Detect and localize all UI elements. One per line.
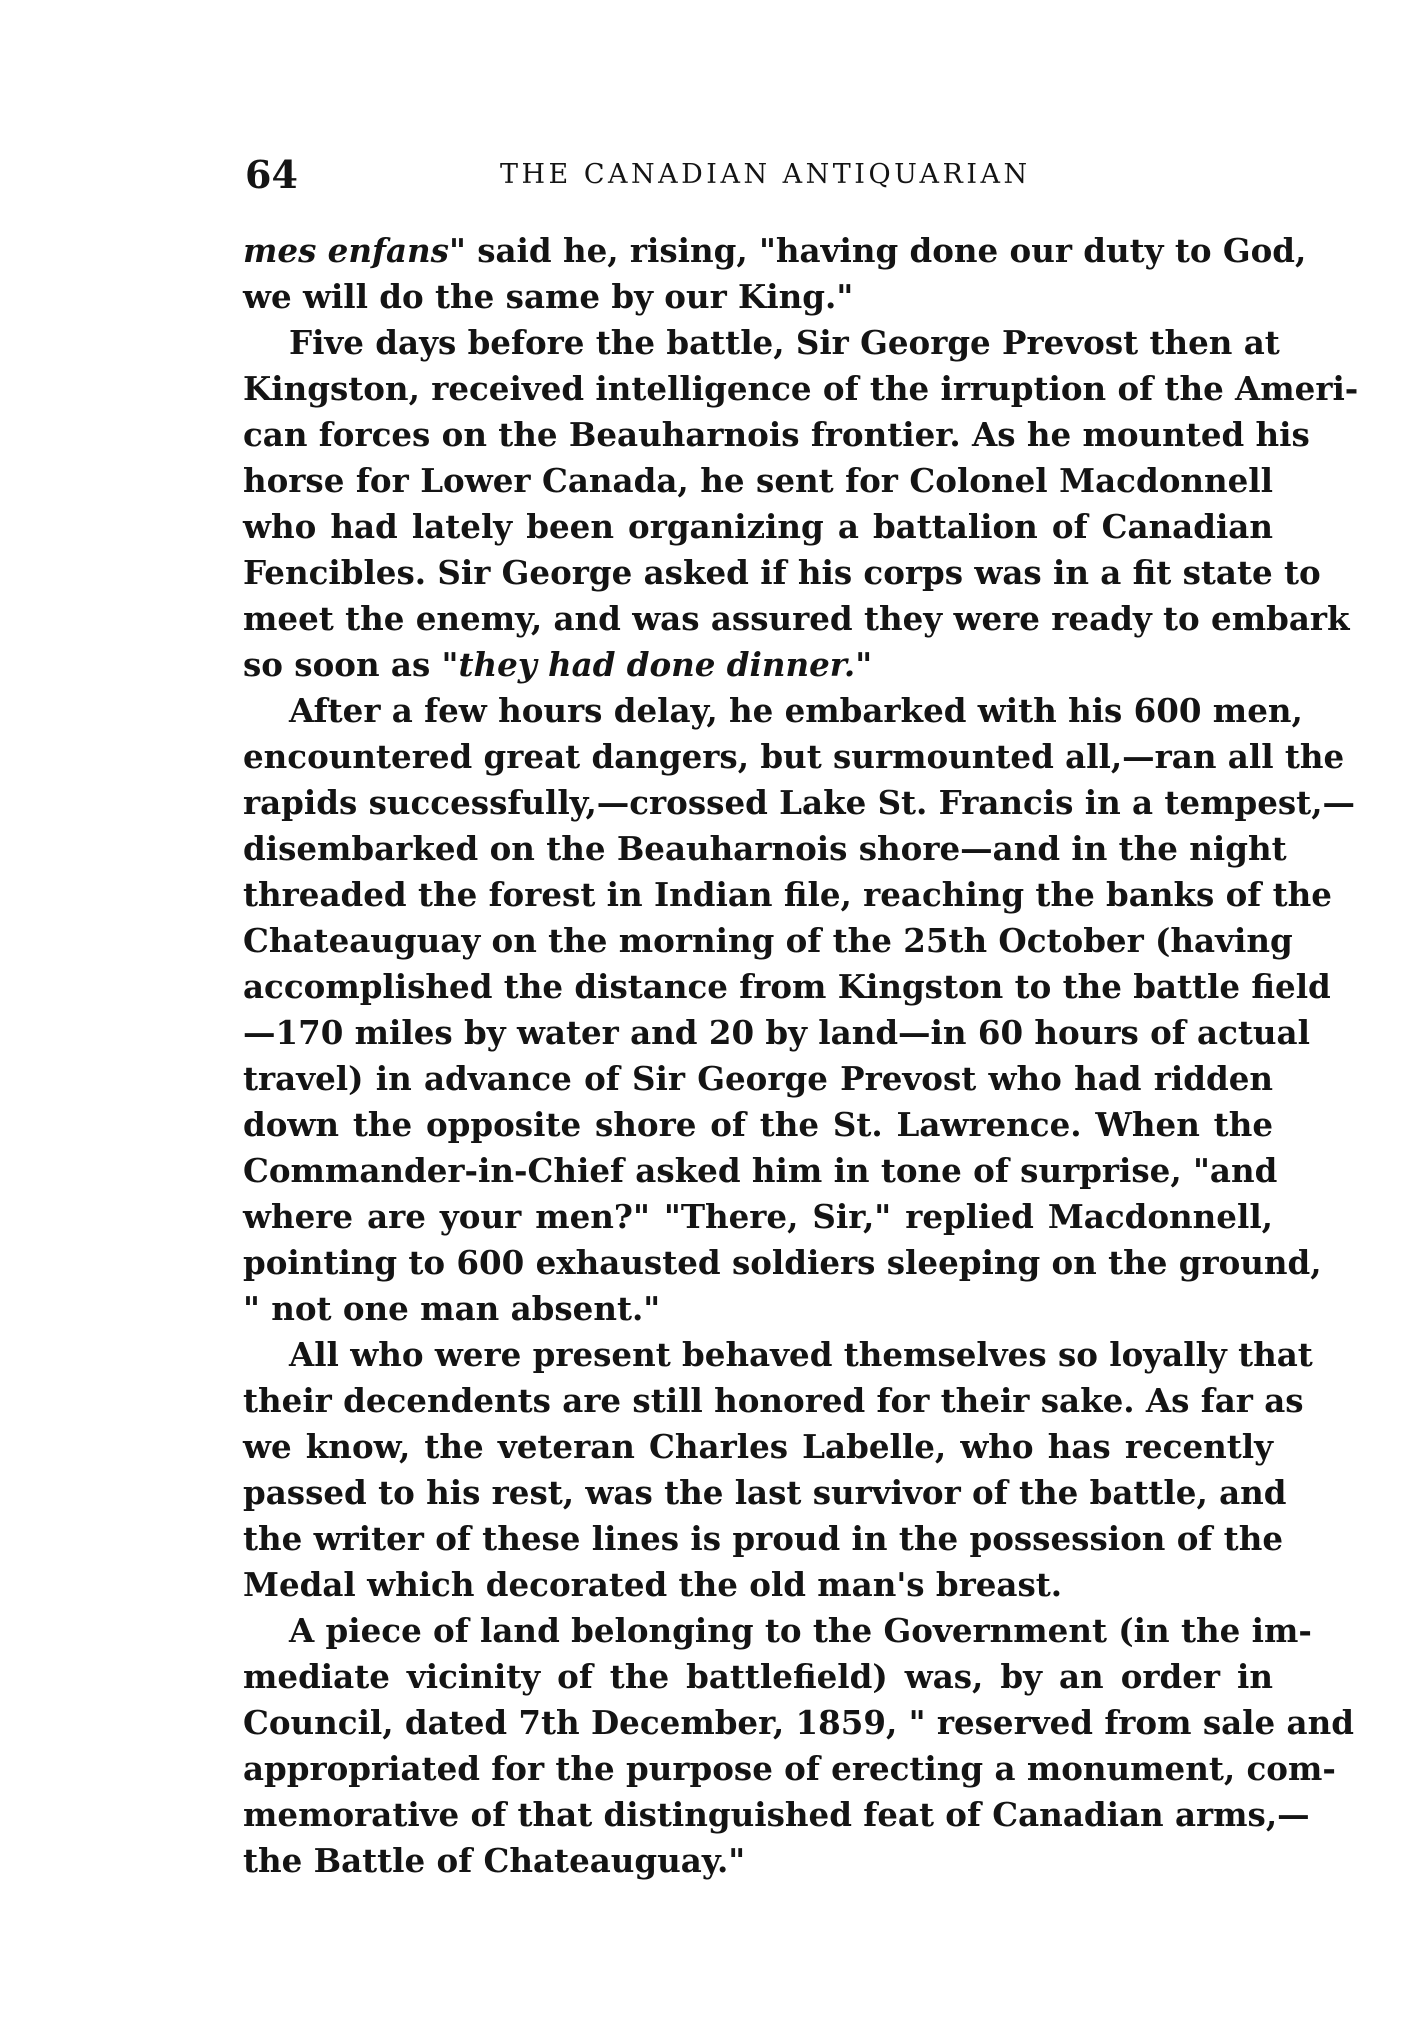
text-line: A piece of land belonging to the Government (in the im- [289, 1611, 1312, 1650]
text-line: can forces on the Beauharnois frontier. As he mounted his [243, 415, 1310, 454]
text-line: Chateauguay on the morning of the 25th October (having [243, 921, 1293, 960]
text-line: travel) in advance of Sir George Prevost who had ridden [243, 1059, 1273, 1098]
text-line: threaded the forest in Indian file, reaching the banks of the [243, 875, 1332, 914]
page-header [240, 150, 1270, 200]
text-line: Five days before the battle, Sir George Prevost then at [289, 323, 1280, 362]
text-line: passed to his rest, was the last survivor of the battle, and [243, 1473, 1287, 1512]
italic-phrase: they had done dinner. [458, 645, 856, 684]
text-line: we will do the same by our King." [243, 277, 854, 316]
text-line: mediate vicinity of the battlefield) was, by an order in [243, 1657, 1273, 1696]
text-line: Kingston, received intelligence of the irruption of the Ameri- [243, 369, 1359, 408]
italic-phrase: mes enfans [243, 231, 449, 270]
text-line: meet the enemy, and was assured they were ready to embark [243, 599, 1350, 638]
text-line: disembarked on the Beauharnois shore—and in the night [243, 829, 1287, 868]
body-text [243, 228, 1359, 1884]
text-line: pointing to 600 exhausted soldiers sleeping on the ground, [243, 1243, 1322, 1282]
text-line: who had lately been organizing a battalion of Canadian [243, 507, 1273, 546]
text-line: so soon as "they had done dinner." [243, 645, 873, 684]
text-line: —170 miles by water and 20 by land—in 60 hours of actual [243, 1013, 1310, 1052]
text-line: Fencibles. Sir George asked if his corps was in a fit state to [243, 553, 1321, 592]
text-line: Council, dated 7th December, 1859, " reserved from sale and [243, 1703, 1354, 1742]
text-line: Commander-in-Chief asked him in tone of surprise, "and [243, 1151, 1278, 1190]
text-line: appropriated for the purpose of erecting a monument, com- [243, 1749, 1336, 1788]
text-line: the writer of these lines is proud in the possession of the [243, 1519, 1283, 1558]
text-line: rapids successfully,—crossed Lake St. Francis in a tempest,— [243, 783, 1356, 822]
text-line: where are your men?" "There, Sir," replied Macdonnell, [243, 1197, 1273, 1236]
text-line: Medal which decorated the old man's breast. [243, 1565, 1063, 1604]
text-line: All who were present behaved themselves so loyally that [289, 1335, 1313, 1374]
text-line: accomplished the distance from Kingston to the battle field [243, 967, 1331, 1006]
text-line: encountered great dangers, but surmounted all,—ran all the [243, 737, 1345, 776]
text-line: " not one man absent." [243, 1289, 661, 1328]
running-title: THE CANADIAN ANTIQUARIAN [500, 159, 1031, 190]
text-line: memorative of that distinguished feat of Canadian arms,— [243, 1795, 1310, 1834]
text-line: we know, the veteran Charles Labelle, who has recently [243, 1427, 1273, 1466]
text-line: mes enfans" said he, rising, "having done our duty to God, [243, 231, 1307, 270]
page-number: 64 [245, 152, 298, 197]
text-line: After a few hours delay, he embarked with his 600 men, [289, 691, 1303, 730]
text-line: horse for Lower Canada, he sent for Colonel Macdonnell [243, 461, 1273, 500]
text-line: the Battle of Chateauguay." [243, 1841, 746, 1880]
text-line: down the opposite shore of the St. Lawrence. When the [243, 1105, 1273, 1144]
text-line: their decendents are still honored for their sake. As far as [243, 1381, 1304, 1420]
